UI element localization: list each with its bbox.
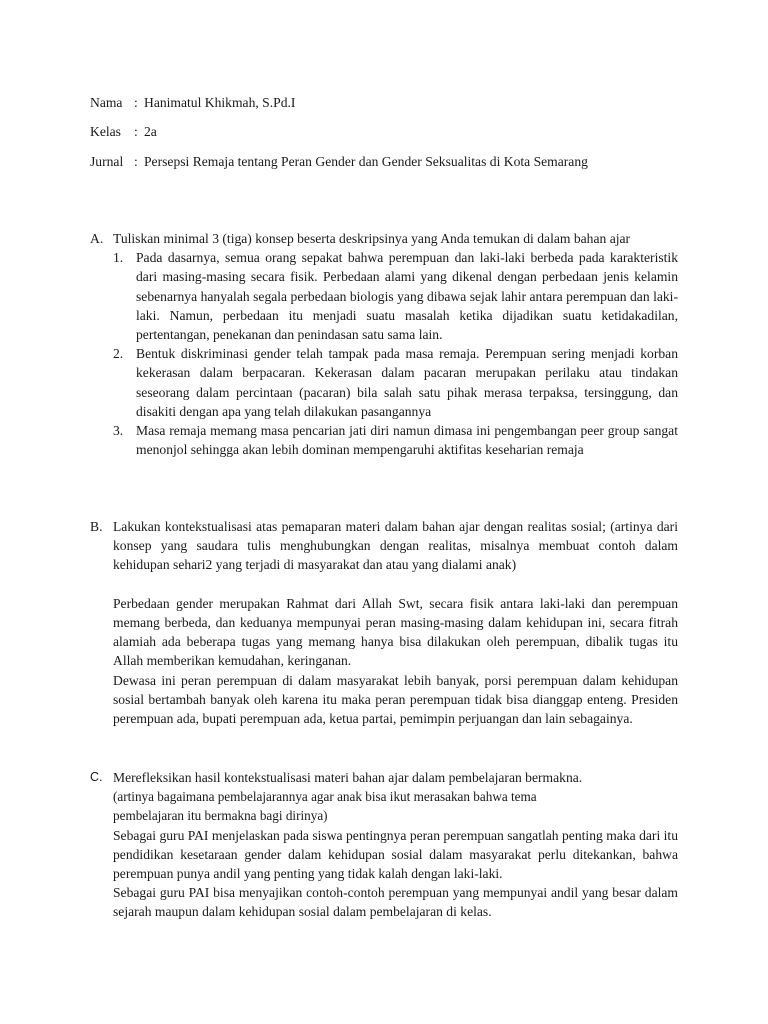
kelas-colon: : (134, 124, 138, 139)
nama-value: Hanimatul Khikmah, S.Pd.I (144, 95, 296, 110)
kelas-label: Kelas (90, 124, 121, 139)
jurnal-label: Jurnal (90, 154, 124, 169)
list-item-number: 2. (113, 346, 124, 362)
section-c-marker: C. (90, 770, 103, 784)
list-item (113, 248, 678, 344)
section-b-marker: B. (90, 519, 103, 534)
jurnal-value: Persepsi Remaja tentang Peran Gender dan Gender Seksualitas di Kota Semarang (144, 154, 588, 169)
section-b-paragraph: Dewasa ini peran perempuan di dalam masyarakat lebih banyak, porsi perempuan dalam kehidupan sosial bertambah banyak oleh karena itu maka peran perempuan tidak bisa dianggap enteng. Presiden perempuan ada, bupati perempuan ada, ketua partai, pemimpin perjuangan dan lain sebagainya. (113, 672, 678, 727)
kelas-value: 2a (144, 124, 157, 139)
list-item-text: Bentuk diskriminasi gender telah tampak pada masa remaja. Perempuan sering menjadi korban kekerasan dalam berpacaran. Kekerasan dalam pacaran merupakan perilaku atau tindakan seseorang dalam percintaan (pacaran) bila salah satu pihak merasa terpaksa, tersinggung, dan disakiti dengan apa yang telah dilakukan pasangannya (136, 346, 678, 419)
list-item (113, 344, 678, 421)
section-b-prompt: Lakukan kontekstualisasi atas pemaparan materi dalam bahan ajar dengan realitas sosial; (artinya dari konsep yang saudara tulis menghubungkan dengan realitas, misalnya membuat contoh dalam kehidupan sehari2 yang terjadi di masyarakat dan atau yang dialami anak) (113, 519, 678, 573)
header-kelas (90, 122, 157, 141)
section-c-paragraph: Sebagai guru PAI menjelaskan pada siswa pentingnya peran perempuan sangatlah penting maka dari itu pendidikan kesetaraan gender dalam kehidupan sosial dalam masyarakat perlu ditekankan, bahwa perempuan punya andil yang penting yang tidak kalah dengan laki-laki. (113, 827, 678, 882)
jurnal-colon: : (134, 154, 138, 169)
section-c-prompt: Merefleksikan hasil kontekstualisasi materi bahan ajar dalam pembelajaran bermakna. (113, 770, 583, 785)
list-item (113, 421, 678, 459)
concept-list (113, 248, 678, 459)
section-a-prompt: Tuliskan minimal 3 (tiga) konsep beserta deskripsinya yang Anda temukan di dalam bahan ajar (113, 231, 631, 246)
header-nama (90, 93, 295, 112)
section-c-note: (artinya bagaimana pembelajarannya agar anak bisa ikut merasakan bahwa tema pembelajaran itu bermakna bagi dirinya) (113, 789, 537, 824)
section-c (90, 768, 678, 922)
list-item-number: 1. (113, 250, 124, 266)
nama-colon: : (134, 95, 138, 110)
section-a (90, 229, 678, 459)
section-c-paragraph: Sebagai guru PAI bisa menyajikan contoh-contoh perempuan yang mempunyai andil yang besar dalam sejarah maupun dalam kehidupan sosial dalam pembelajaran di kelas. (113, 885, 678, 920)
list-item-number: 3. (113, 423, 124, 439)
section-b (90, 517, 678, 728)
section-b-paragraph: Perbedaan gender merupakan Rahmat dari Allah Swt, secara fisik antara laki-laki dan perempuan memang berbeda, dan keduanya mempunyai peran masing-masing dalam kehidupan ini, secara fitrah alamiah ada beberapa tugas yang memang hanya bisa dilakukan oleh perempuan, dibalik tugas itu Allah memberikan kemudahan, keringanan. (113, 595, 678, 669)
list-item-text: Pada dasarnya, semua orang sepakat bahwa perempuan dan laki-laki berbeda pada karakteristik dari masing-masing secara fisik. Perbedaan alami yang dikenal dengan perbedaan jenis kelamin sebenarnya hanyalah segala perbedaan biologis yang dibawa sejak lahir antara perempuan dan laki-laki. Namun, perbedaan itu menjadi suatu masalah ketika dijadikan suatu ketidakadilan, pertentangan, penekanan dan penindasan satu sama lain. (136, 250, 678, 343)
header-jurnal (90, 152, 588, 171)
nama-label: Nama (90, 95, 123, 110)
list-item-text: Masa remaja memang masa pencarian jati diri namun dimasa ini pengembangan peer group sangat menonjol sehingga akan lebih dominan mempengaruhi aktifitas keseharian remaja (136, 423, 678, 458)
section-a-marker: A. (90, 231, 104, 246)
